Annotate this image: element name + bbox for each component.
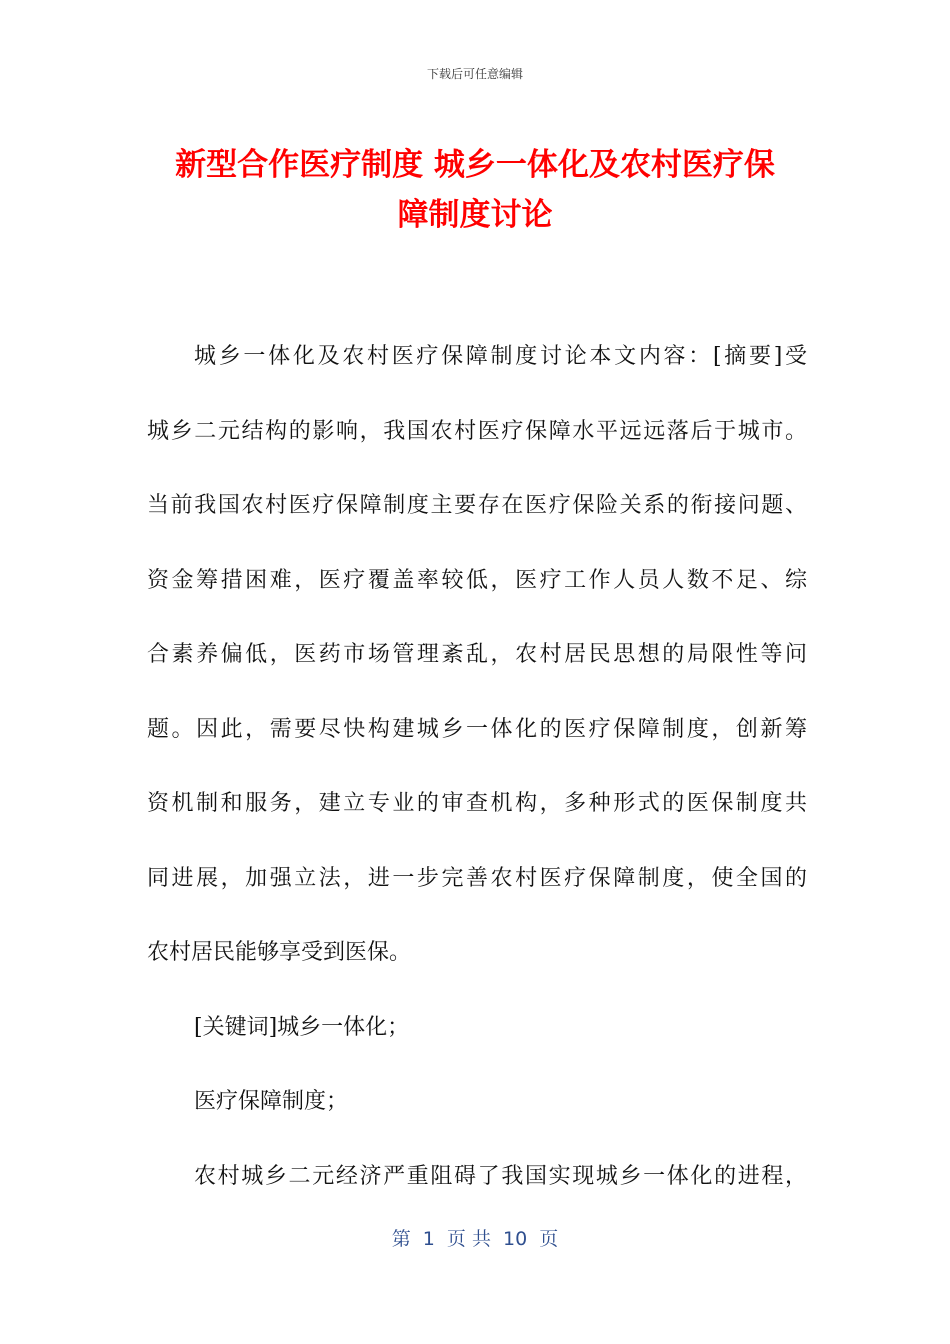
header-note: 下载后可任意编辑	[426, 67, 523, 81]
title-line-1: 新型合作医疗制度 城乡一体化及农村医疗保	[175, 147, 775, 183]
keywords-line-2: 医疗保障制度；	[194, 1089, 349, 1114]
document-title	[100, 140, 850, 240]
paragraph-line: 城乡一体化及农村医疗保障制度讨论本文内容：[摘要]受	[194, 344, 807, 369]
paragraph-line: 资金筹措困难，医疗覆盖率较低，医疗工作人员人数不足、综	[147, 567, 807, 593]
paragraph-line: 农村居民能够享受到医保。	[147, 940, 412, 965]
paragraph-line: 当前我国农村医疗保障制度主要存在医疗保险关系的衔接问题、	[147, 493, 807, 518]
paragraph-line: 合素养偏低，医药市场管理紊乱，农村居民思想的局限性等问	[147, 642, 807, 667]
page-footer: 第 1 页 共 10 页	[391, 1228, 559, 1250]
title-line-2: 障制度讨论	[397, 197, 553, 233]
paragraph-line: 题。因此，需要尽快构建城乡一体化的医疗保障制度，创新筹	[147, 716, 807, 742]
paragraph-line: 农村城乡二元经济严重阻碍了我国实现城乡一体化的进程，	[194, 1163, 807, 1189]
document-body	[147, 320, 807, 1214]
paragraph-line: 同进展，加强立法，进一步完善农村医疗保障制度，使全国的	[147, 865, 807, 891]
keywords-line: [关键词]城乡一体化；	[194, 1014, 410, 1040]
paragraph-line: 资机制和服务，建立专业的审查机构，多种形式的医保制度共	[147, 791, 807, 816]
paragraph-line: 城乡二元结构的影响，我国农村医疗保障水平远远落后于城市。	[147, 418, 807, 444]
